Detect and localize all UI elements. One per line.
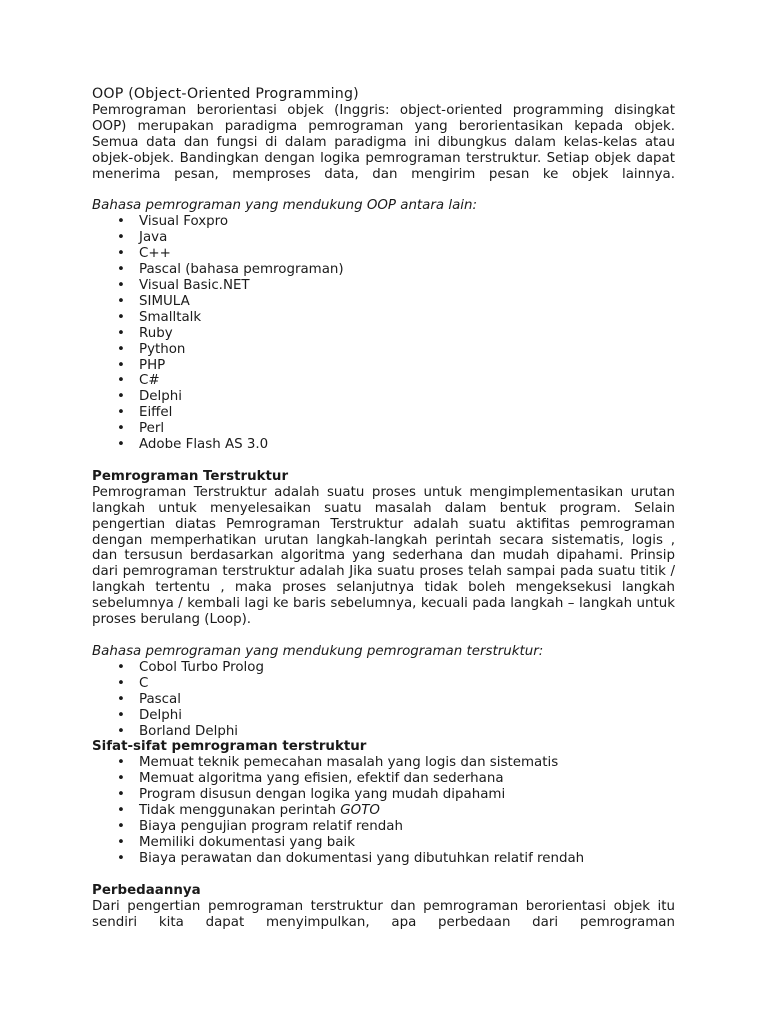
list-item: • Pascal (bahasa pemrograman)	[139, 262, 675, 278]
list-item: • Biaya perawatan dan dokumentasi yang dibutuhkan relatif rendah	[139, 851, 675, 867]
list-item: • Memuat algoritma yang efisien, efektif dan sederhana	[139, 771, 675, 787]
list-item: • Visual Basic.NET	[139, 278, 675, 294]
goto-emphasis: GOTO	[340, 803, 380, 819]
structured-list-intro: Bahasa pemrograman yang mendukung pemrograman terstruktur:	[92, 644, 544, 659]
list-item: • PHP	[139, 358, 675, 374]
structured-language-list	[92, 660, 675, 740]
list-item: • C	[139, 676, 675, 692]
list-item: • Pascal	[139, 692, 675, 708]
oop-heading: OOP (Object-Oriented Programming)	[92, 86, 359, 102]
oop-language-list	[92, 214, 675, 453]
list-item: • Eiffel	[139, 405, 675, 421]
list-item: • Delphi	[139, 708, 675, 724]
list-item: • C#	[139, 373, 675, 389]
list-item: • Java	[139, 230, 675, 246]
differences-heading: Perbedaannya	[92, 882, 201, 898]
list-item: • Adobe Flash AS 3.0	[139, 437, 675, 453]
document-page	[92, 87, 675, 930]
traits-list	[92, 755, 675, 866]
differences-paragraph: Dari pengertian pemrograman terstruktur dan pemrograman berorientasi objek itu sendiri kita dapat menyimpulkan, apa perbedaan dari pemrograman	[92, 898, 675, 930]
structured-heading: Pemrograman Terstruktur	[92, 468, 289, 484]
list-item: • Python	[139, 342, 675, 358]
list-item: • Ruby	[139, 326, 675, 342]
list-item: • Visual Foxpro	[139, 214, 675, 230]
list-item: • SIMULA	[139, 294, 675, 310]
list-item: • Memiliki dokumentasi yang baik	[139, 835, 675, 851]
list-item: • Delphi	[139, 389, 675, 405]
traits-heading: Sifat-sifat pemrograman terstruktur	[92, 739, 367, 755]
list-item: • Cobol Turbo Prolog	[139, 660, 675, 676]
list-item: • Tidak menggunakan perintah GOTO	[139, 803, 675, 819]
list-item: • Smalltalk	[139, 310, 675, 326]
list-item: • Biaya pengujian program relatif rendah	[139, 819, 675, 835]
oop-paragraph: Pemrograman berorientasi objek (Inggris: object-oriented programming disingkat OOP) merupakan paradigma pemrograman yang berorientasikan kepada objek. Semua data dan fungsi di dalam paradigma ini dibungkus dalam kelas-kelas atau objek-objek. Bandingkan dengan logika pemrograman terstruktur. Setiap objek dapat menerima pesan, memproses data, dan mengirim pesan ke objek lainnya.	[92, 102, 675, 182]
list-item: • Program disusun dengan logika yang mudah dipahami	[139, 787, 675, 803]
oop-list-intro: Bahasa pemrograman yang mendukung OOP antara lain:	[92, 198, 477, 214]
list-item: • C++	[139, 246, 675, 262]
list-item: • Memuat teknik pemecahan masalah yang logis dan sistematis	[139, 755, 675, 771]
structured-paragraph: Pemrograman Terstruktur adalah suatu proses untuk mengimplementasikan urutan langkah untuk menyelesaikan suatu masalah dalam bentuk program. Selain pengertian diatas Pemrograman Terstruktur adalah suatu aktifitas pemrograman dengan memperhatikan urutan langkah-langkah perintah secara sistematis, logis , dan tersusun berdasarkan algoritma yang sederhana dan mudah dipahami. Prinsip dari pemrograman terstruktur adalah Jika suatu proses telah sampai pada suatu titik / langkah tertentu , maka proses selanjutnya tidak boleh mengeksekusi langkah sebelumnya / kembali lagi ke baris sebelumnya, kecuali pada langkah – langkah untuk proses berulang (Loop).	[92, 484, 675, 628]
list-item: • Borland Delphi	[139, 724, 675, 740]
list-item: • Perl	[139, 421, 675, 437]
